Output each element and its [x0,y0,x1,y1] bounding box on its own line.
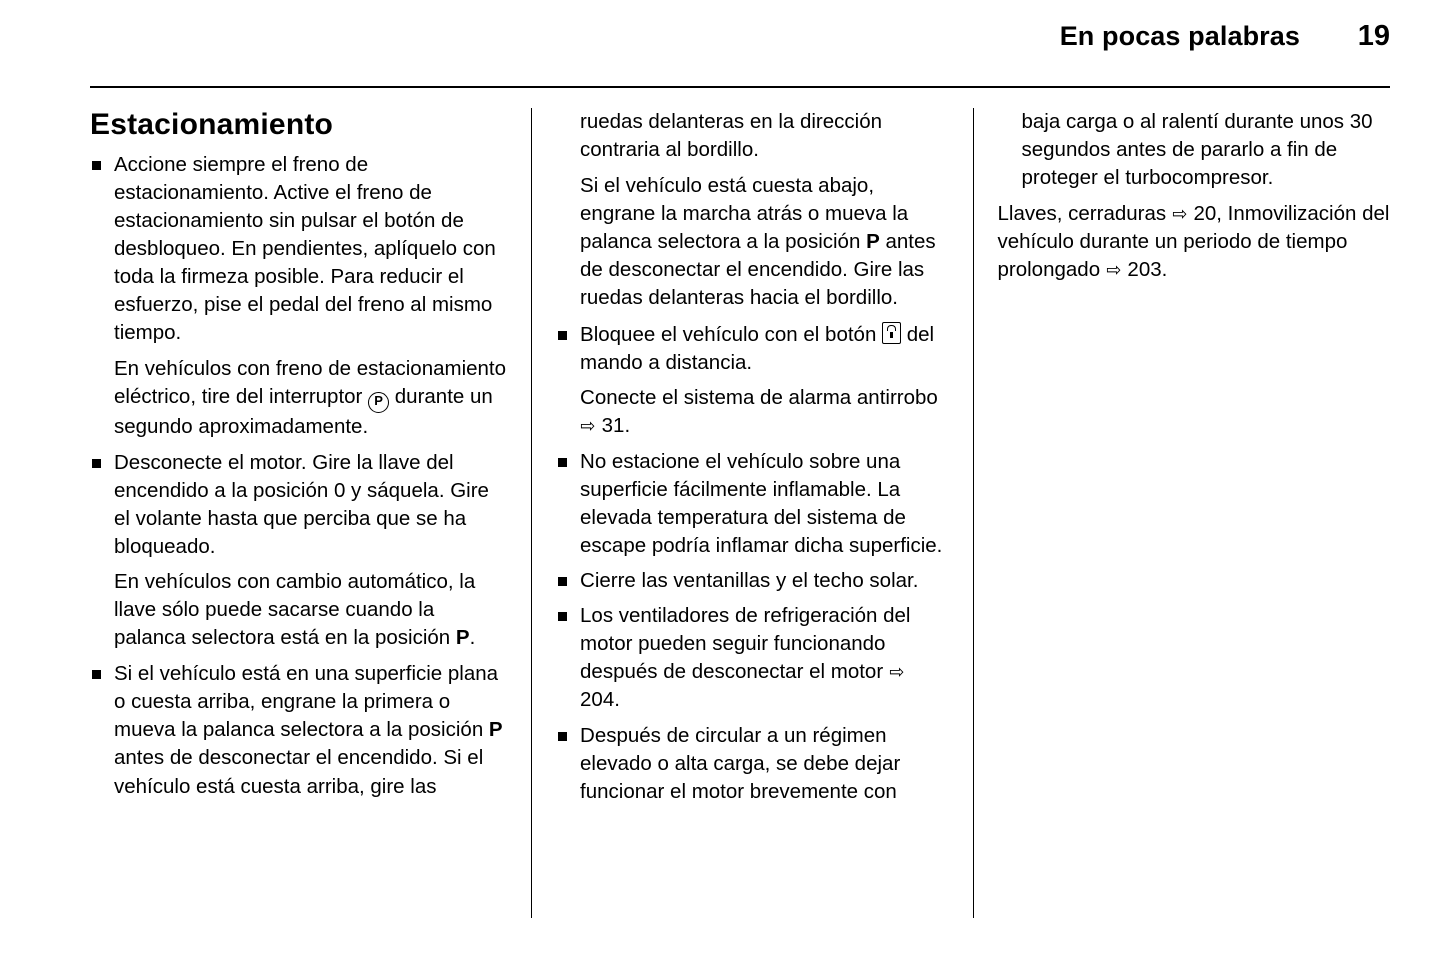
paragraph-text-before: En vehículos con freno de estacionamiento eléctrico, tire del interruptor [114,356,507,408]
page-title: En pocas palabras [1059,21,1300,51]
list-item [556,567,949,595]
park-brake-icon: P [368,392,389,413]
cross-reference-page-2: 203. [1127,258,1168,282]
paragraph-cross-references [998,200,1391,284]
content-columns [90,108,1390,918]
paragraph-text-a: Si el vehículo está cuesta abajo, engrane la marcha atrás o mueva la palanca selectora a la posición [580,174,909,254]
cross-reference-page: 31. [601,413,631,437]
list-item [90,449,507,561]
column-1-list-3 [90,660,507,800]
column-1-list [90,151,507,348]
bullet-text: Desconecte el motor. Gire la llave del encendido a la posición 0 y sáquela. Gire el volante hasta que perciba que se ha bloqueado. [114,450,489,558]
list-item [90,660,507,800]
paragraph-downhill [556,172,949,312]
paragraph-text-a: Llaves, cerraduras [997,202,1172,226]
bullet-text-a: Bloquee el vehículo con el botón [580,322,883,346]
column-2-list [556,321,949,377]
cross-reference-arrow-icon: ⇨ [1172,203,1188,226]
list-item [556,722,949,806]
column-1 [90,108,507,918]
bullet-text: No estacione el vehículo sobre una superficie fácilmente inflamable. La elevada temperatura del sistema de escape podría inflamar dicha superficie. [580,449,943,558]
cross-reference-arrow-icon: ⇨ [1106,259,1122,282]
paragraph-continuation: ruedas delanteras en la dirección contraria al bordillo. [580,110,883,162]
cross-reference-arrow-icon: ⇨ [580,414,596,437]
bullet-text-b: antes de desconectar el encendido. Si el vehículo está cuesta arriba, gire las [114,746,484,798]
bullet-text: Cierre las ventanillas y el techo solar. [580,569,919,593]
column-2-list-2 [556,448,949,806]
gear-position-p: P [455,626,470,650]
paragraph-text-before: En vehículos con cambio automático, la llave sólo puede sacarse cuando la palanca selectora está en la posición [114,570,476,650]
section-title: Estacionamiento [90,108,334,141]
header-divider [90,86,1390,88]
paragraph-automatic-transmission [90,568,507,652]
bullet-text-b: del mando a distancia. [580,322,935,374]
paragraph-text-a: Conecte el sistema de alarma antirrobo [580,385,938,409]
paragraph-text-after: durante un segundo aproximadamente. [114,384,493,438]
column-divider-2 [973,108,974,918]
gear-position-p: P [866,230,880,254]
page-header [90,20,1390,53]
column-2 [556,108,949,918]
cross-reference-page: 204. [580,688,620,712]
paragraph-continuation: baja carga o al ralentí durante unos 30 segundos antes de pararlo a fin de proteger el turbocompresor. [1021,110,1373,190]
list-item [90,151,507,348]
cross-reference-text-1: 20, Inmovilización del vehículo durante un periodo de tiempo prolongado [997,202,1390,282]
column-1-list-2 [90,449,507,561]
page-number: 19 [1357,20,1390,52]
bullet-text-a: Los ventiladores de refrigeración del motor pueden seguir funcionando después de desconectar el motor [580,604,911,684]
list-item [556,448,949,560]
gear-position-p: P [488,718,503,742]
paragraph-text-b: antes de desconectar el encendido. Gire las ruedas delanteras hacia el bordillo. [580,230,936,310]
lock-icon [882,322,901,344]
list-item [556,602,949,714]
paragraph-electric-park-brake [90,355,507,441]
cross-reference-arrow-icon: ⇨ [889,661,905,684]
paragraph-antitheft-alarm [556,384,949,440]
bullet-text: Después de circular a un régimen elevado o alta carga, se debe dejar funcionar el motor brevemente con [580,723,901,803]
bullet-text: Accione siempre el freno de estacionamiento. Active el freno de estacionamiento sin pulsar el botón de desbloqueo. En pendientes, aplíquelo con toda la firmeza posible. Para reducir el esfuerzo, pise el pedal del freno al mismo tiempo. [114,153,496,345]
paragraph-text-after: . [469,626,476,650]
column-3 [998,108,1391,918]
column-divider-1 [531,108,532,918]
bullet-text-a: Si el vehículo está en una superficie plana o cuesta arriba, engrane la primera o mueva la palanca selectora a la posición [114,662,499,742]
list-item [556,321,949,377]
